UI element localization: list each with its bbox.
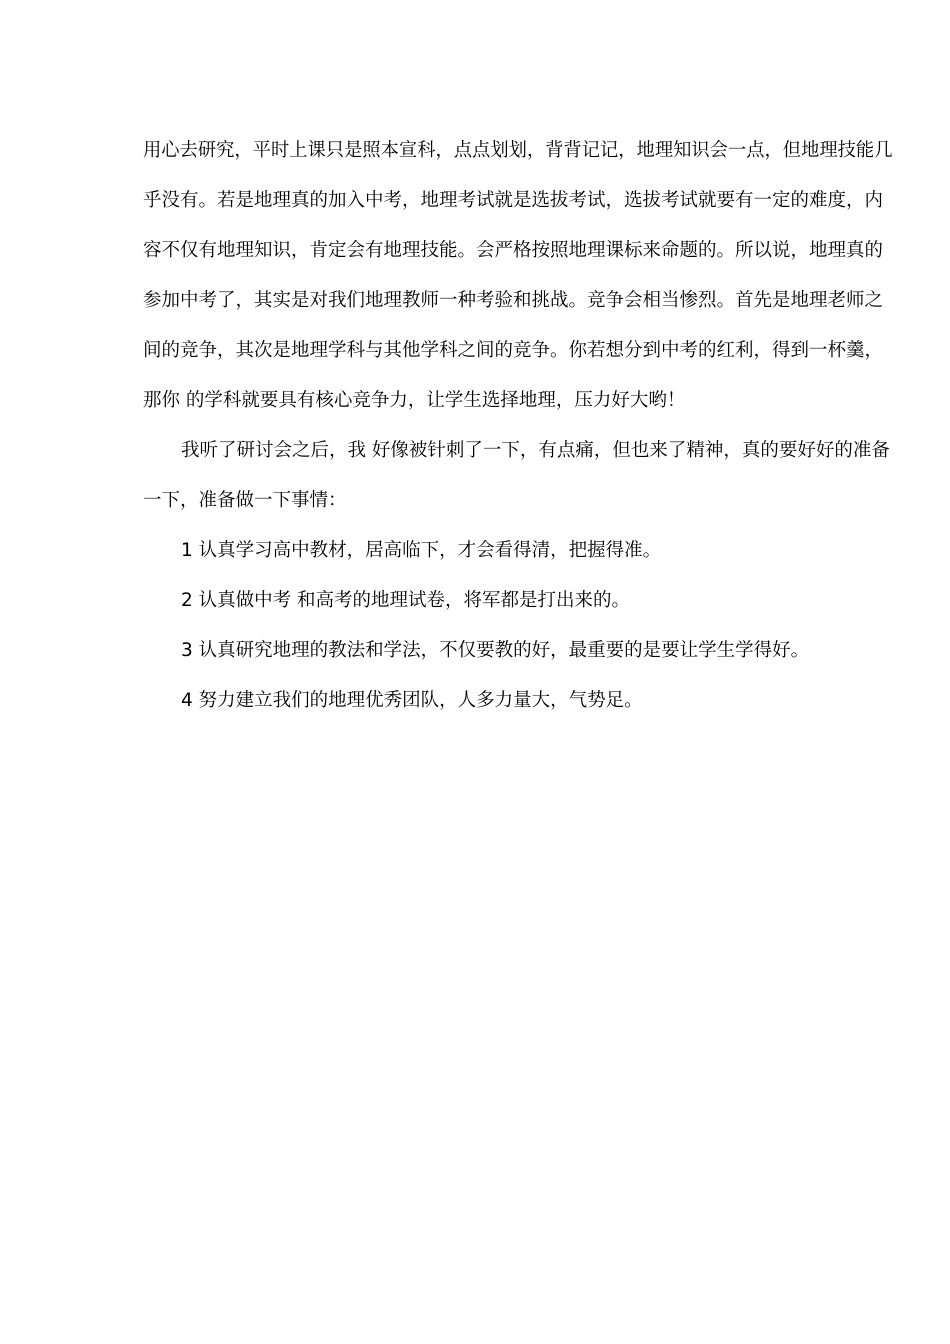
paragraph-line: 容不仅有地理知识，肯定会有地理技能。会严格按照地理课标来命题的。所以说，地理真的 — [143, 240, 884, 261]
paragraph-line: 参加中考了，其实是对我们地理教师一种考验和挑战。竞争会相当惨烈。首先是地理老师之 — [143, 290, 884, 311]
list-item: 1 认真学习高中教材，居高临下，才会看得清，把握得准。 — [181, 540, 662, 561]
paragraph-line: 一下，准备做一下事情： — [143, 490, 347, 511]
paragraph-line: 那你 的学科就要具有核心竞争力，让学生选择地理，压力好大哟！ — [143, 390, 686, 411]
paragraph-line: 间的竞争，其次是地理学科与其他学科之间的竞争。你若想分到中考的红利，得到一杯羹， — [143, 340, 884, 361]
paragraph-line: 乎没有。若是地理真的加入中考，地理考试就是选拔考试，选拔考试就要有一定的难度，内 — [143, 190, 884, 211]
list-item: 4 努力建立我们的地理优秀团队，人多力量大，气势足。 — [181, 690, 643, 711]
paragraph-line: 我听了研讨会之后，我 好像被针刺了一下，有点痛，但也来了精神，真的要好好的准备 — [181, 440, 890, 461]
paragraph-line: 用心去研究，平时上课只是照本宣科，点点划划，背背记记，地理知识会一点，但地理技能几 — [143, 140, 893, 161]
list-item: 2 认真做中考 和高考的地理试卷，将军都是打出来的。 — [181, 590, 631, 611]
list-item: 3 认真研究地理的教法和学法，不仅要教的好，最重要的是要让学生学得好。 — [181, 640, 810, 661]
